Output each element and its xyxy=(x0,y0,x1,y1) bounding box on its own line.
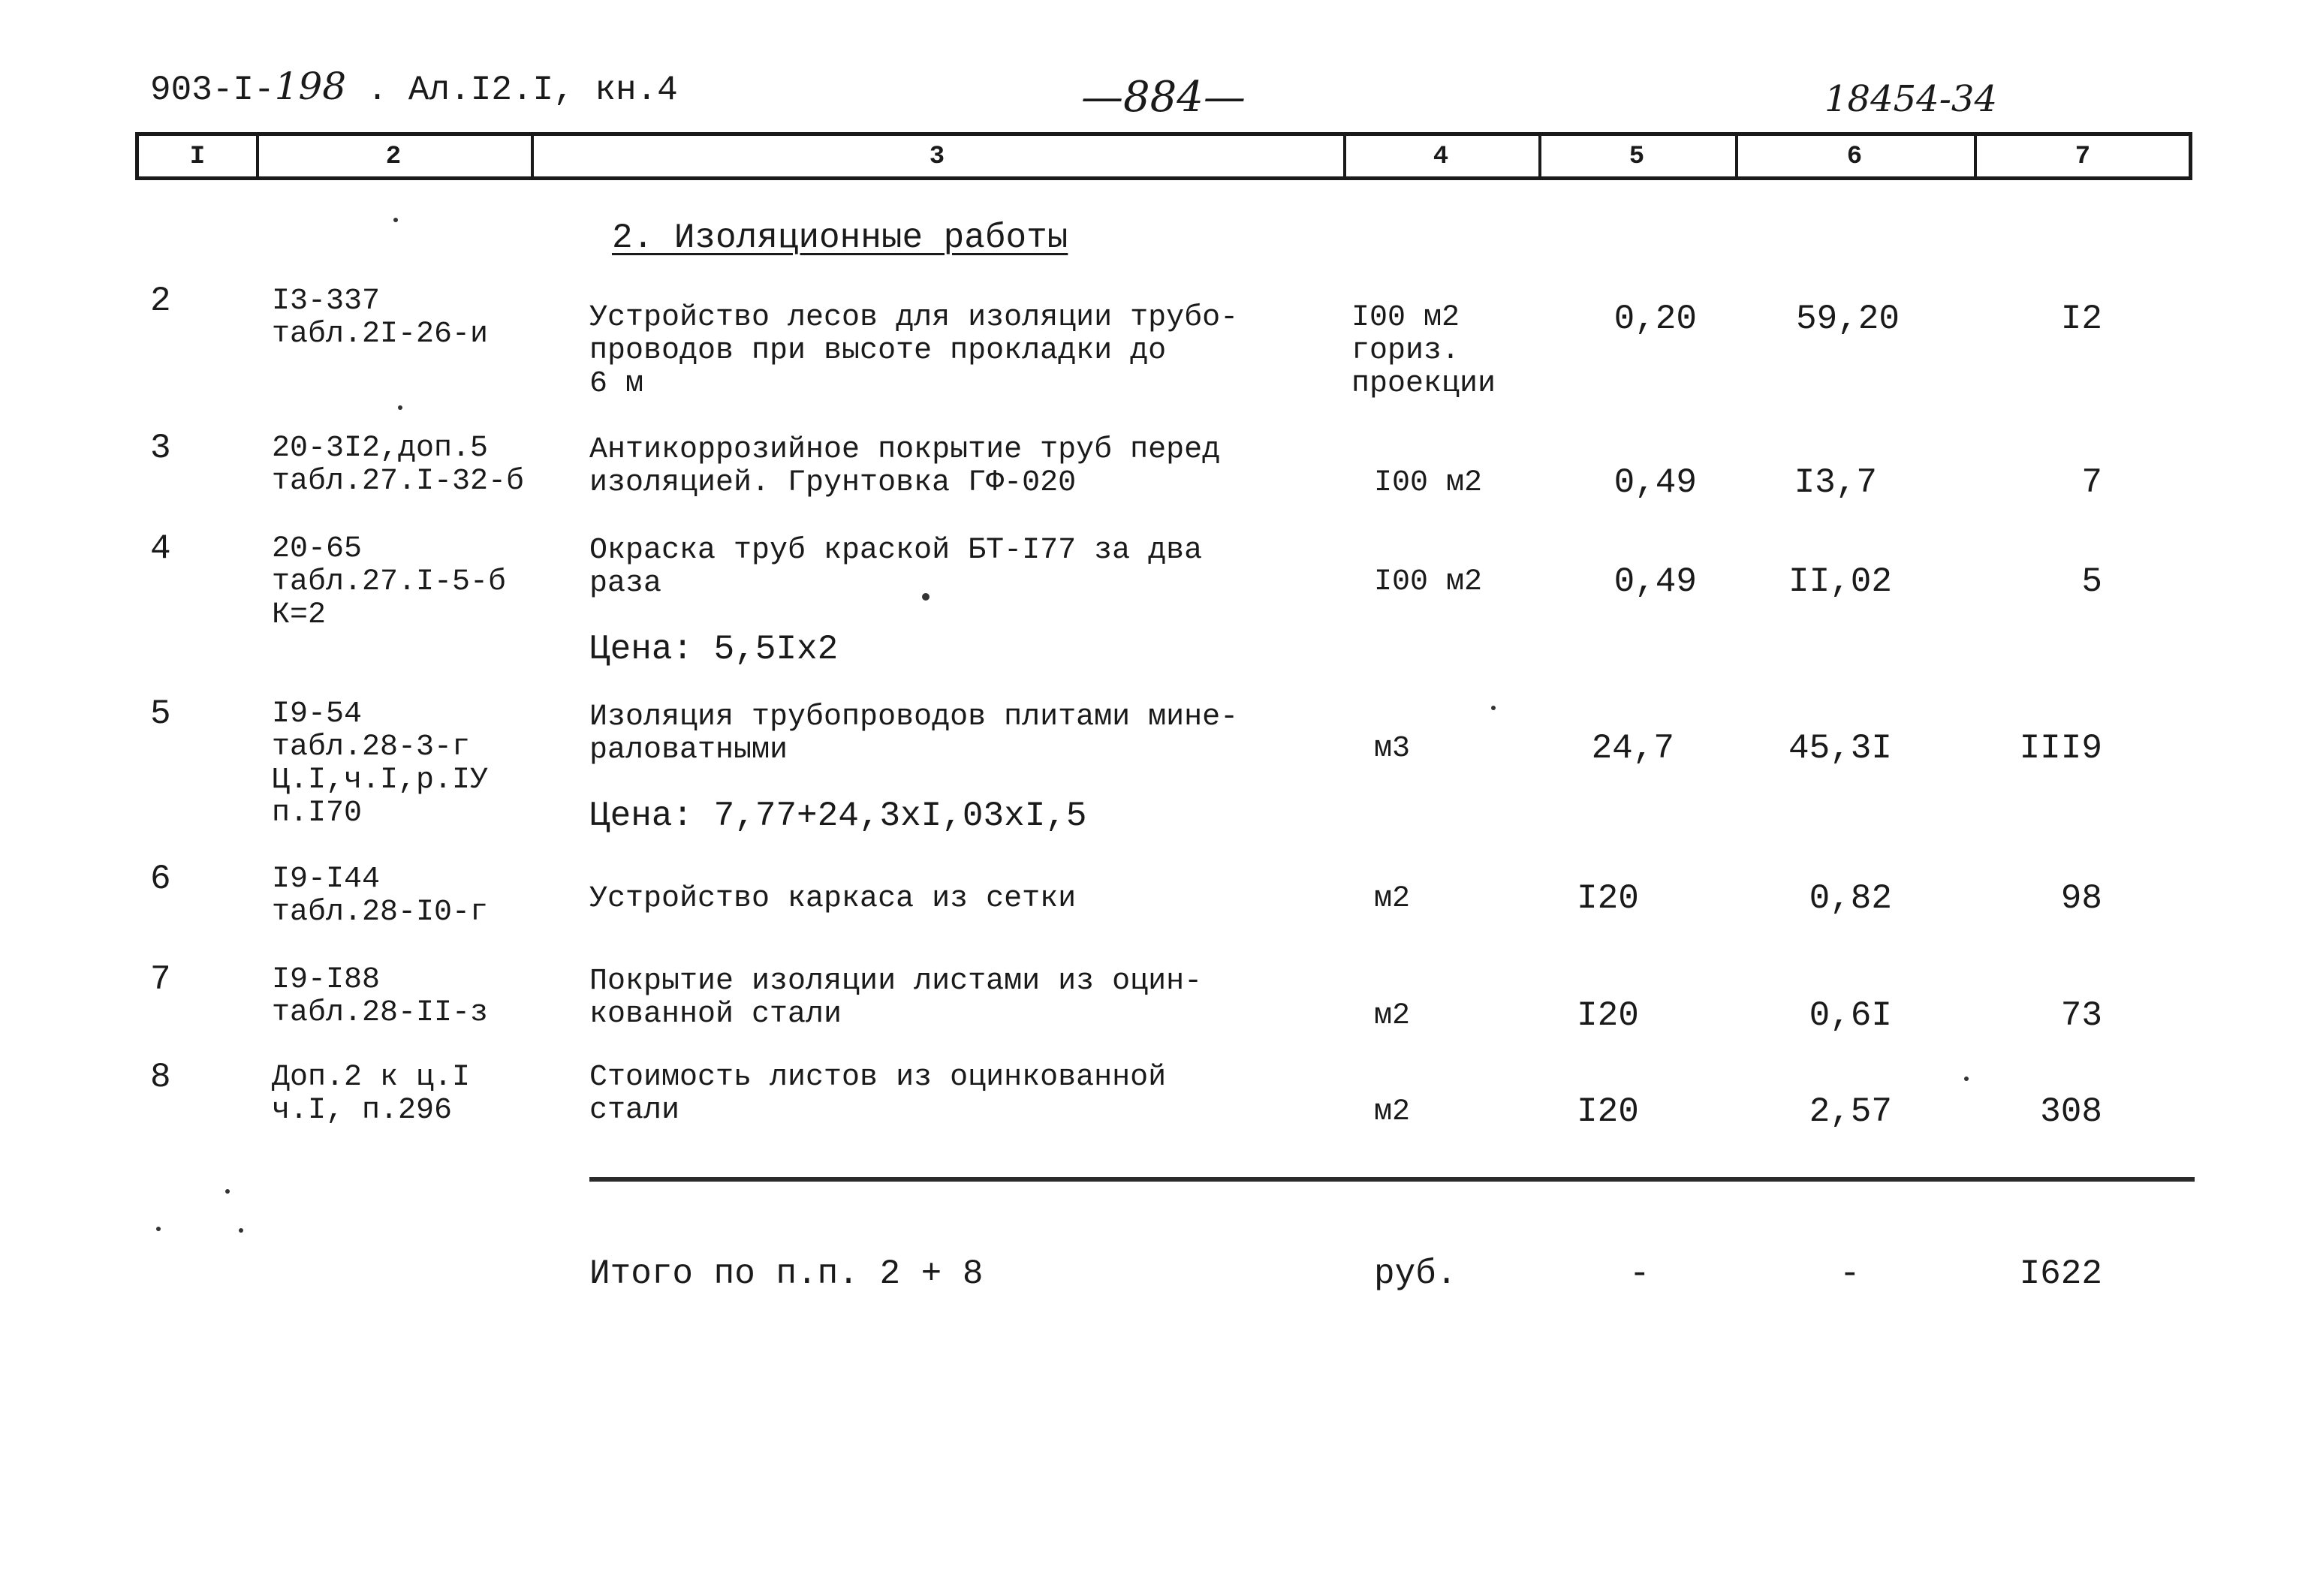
row-price: 0,6I xyxy=(1809,996,1892,1035)
row-price-note: Цена: 5,5Iх2 xyxy=(589,630,839,669)
row-number: 3 xyxy=(150,429,171,468)
doc-ref-tail: . Ал.I2.I, кн.4 xyxy=(366,71,678,110)
row-quantity: 0,49 xyxy=(1614,463,1697,502)
document-reference xyxy=(150,65,678,110)
doc-ref-prefix: 903-I- xyxy=(150,71,275,110)
row-unit: I00 м2 гориз. проекции xyxy=(1351,301,1496,401)
column-number-4: 4 xyxy=(1433,143,1449,171)
column-number-7: 7 xyxy=(2074,143,2091,171)
row-number: 8 xyxy=(150,1058,171,1097)
column-number-2: 2 xyxy=(385,143,402,171)
row-unit: м3 xyxy=(1374,732,1411,766)
column-number-bar xyxy=(135,132,2192,180)
row-description: Устройство лесов для изоляции трубо- проводов при высоте прокладки до 6 м xyxy=(589,301,1239,401)
row-quantity: I20 xyxy=(1577,1092,1639,1131)
row-code: I9-I44 табл.28-I0-г xyxy=(272,863,489,929)
row-total: I2 xyxy=(2060,300,2102,339)
row-number: 7 xyxy=(150,960,171,999)
column-number-3: 3 xyxy=(929,143,945,171)
scan-speck xyxy=(393,218,398,222)
scan-speck xyxy=(398,405,402,410)
scan-speck xyxy=(922,593,930,601)
row-quantity: 0,20 xyxy=(1614,300,1697,339)
row-price: 45,3I xyxy=(1788,729,1892,768)
row-description: Антикоррозийное покрытие труб перед изоляцией. Грунтовка ГФ-020 xyxy=(589,433,1221,500)
row-unit: I00 м2 xyxy=(1374,565,1483,599)
row-unit: I00 м2 xyxy=(1374,466,1483,500)
summary-unit: руб. xyxy=(1374,1254,1457,1293)
row-number: 6 xyxy=(150,860,171,899)
row-price: 2,57 xyxy=(1809,1092,1892,1131)
row-code: I3-337 табл.2I-26-и xyxy=(272,285,489,351)
row-number: 5 xyxy=(150,694,171,733)
row-number: 4 xyxy=(150,529,171,568)
row-description: Окраска труб краской БТ-I77 за два раза xyxy=(589,534,1203,601)
row-code: Доп.2 к ц.I ч.I, п.296 xyxy=(272,1061,471,1128)
inventory-number: 18454-34 xyxy=(1824,78,1997,120)
row-total: III9 xyxy=(2019,729,2102,768)
row-unit: м2 xyxy=(1374,999,1411,1033)
row-quantity: 24,7 xyxy=(1591,729,1674,768)
row-total: 7 xyxy=(2081,463,2102,502)
row-code: I9-I88 табл.28-II-з xyxy=(272,963,489,1030)
summary-label: Итого по п.п. 2 + 8 xyxy=(589,1254,984,1293)
summary-price: - xyxy=(1839,1254,1861,1293)
scan-speck xyxy=(156,1227,161,1231)
summary-quantity: - xyxy=(1629,1254,1650,1293)
row-total: 98 xyxy=(2060,879,2102,918)
row-quantity: I20 xyxy=(1577,996,1639,1035)
doc-ref-handwritten: 198 xyxy=(274,65,347,108)
scan-speck xyxy=(239,1228,243,1233)
row-code: I9-54 табл.28-3-г Ц.I,ч.I,р.IУ п.I70 xyxy=(272,697,489,830)
row-total: 308 xyxy=(2040,1092,2102,1131)
row-number: 2 xyxy=(150,282,171,321)
scan-speck xyxy=(1491,706,1496,710)
column-number-1: I xyxy=(189,143,206,171)
row-description: Стоимость листов из оцинкованной стали xyxy=(589,1061,1167,1128)
row-total: 5 xyxy=(2081,562,2102,601)
section-title: 2. Изоляционные работы xyxy=(612,218,1068,257)
row-price-note: Цена: 7,77+24,3хI,03хI,5 xyxy=(589,796,1087,836)
scan-speck xyxy=(1964,1077,1969,1081)
row-unit: м2 xyxy=(1374,1095,1411,1129)
row-price: 0,82 xyxy=(1809,879,1892,918)
row-quantity: I20 xyxy=(1577,879,1639,918)
table-bottom-rule xyxy=(589,1177,2195,1182)
row-price: II,02 xyxy=(1788,562,1892,601)
row-quantity: 0,49 xyxy=(1614,562,1697,601)
row-unit: м2 xyxy=(1374,882,1411,916)
row-description: Изоляция трубопроводов плитами мине- раловатными xyxy=(589,700,1239,767)
row-price: I3,7 xyxy=(1794,463,1877,502)
summary-total: I622 xyxy=(2019,1254,2102,1293)
row-code: 20-3I2,доп.5 табл.27.I-32-б xyxy=(272,432,525,498)
row-price: 59,20 xyxy=(1795,300,1900,339)
column-number-5: 5 xyxy=(1629,143,1645,171)
row-code: 20-65 табл.27.I-5-б К=2 xyxy=(272,532,507,632)
row-description: Покрытие изоляции листами из оцин- кованной стали xyxy=(589,965,1203,1031)
row-total: 73 xyxy=(2060,996,2102,1035)
page-number: —884— xyxy=(1081,73,1246,122)
column-number-6: 6 xyxy=(1846,143,1863,171)
scan-speck xyxy=(225,1189,230,1194)
row-description: Устройство каркаса из сетки xyxy=(589,882,1077,916)
